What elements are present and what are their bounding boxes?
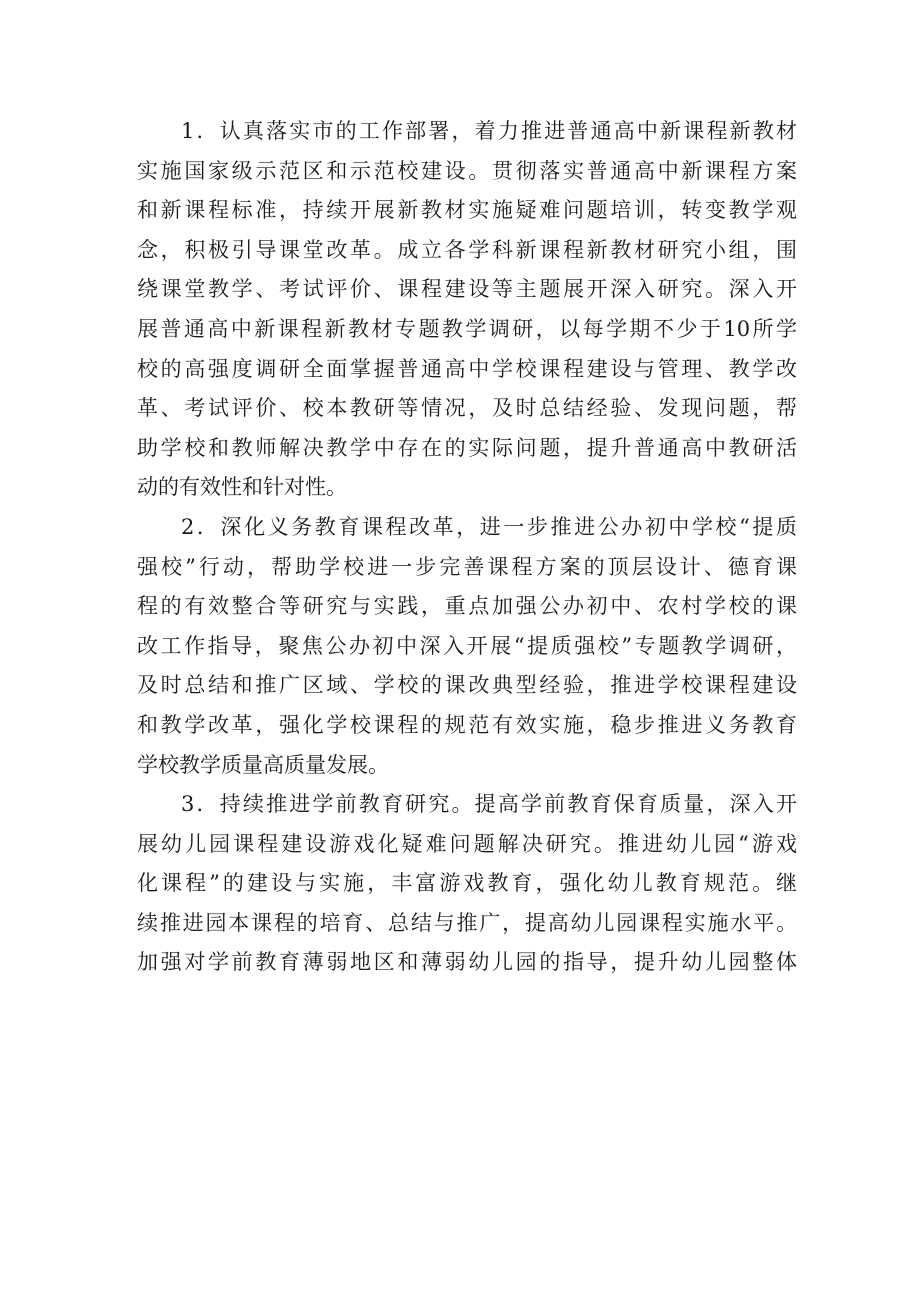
paragraph-2-line-5: 及时总结和推广区域、学校的课改典型经验，推进学校课程建设 [137,673,797,698]
paragraph-2-line-7: 学校教学质量高质量发展。 [137,752,389,777]
paragraph-2-line-2: 强校”行动，帮助学校进一步完善课程方案的顶层设计、德育课 [137,554,797,579]
paragraph-2-line-1: 2．深化义务教育课程改革，进一步推进公办初中学校“提质 [181,514,797,539]
paragraph-3-line-3: 化课程”的建设与实施，丰富游戏教育，强化幼儿教育规范。继 [137,871,797,896]
body-text [137,112,797,983]
paragraph-2-line-6: 和教学改革，强化学校课程的规范有效实施，稳步推进义务教育 [137,712,797,737]
paragraph-1-line-6: 展普通高中新课程新教材专题教学调研，以每学期不少于10所学 [137,316,797,341]
paragraph-2-line-4: 改工作指导，聚焦公办初中深入开展“提质强校”专题教学调研， [137,633,797,658]
paragraph-1-line-10: 动的有效性和针对性。 [137,475,347,500]
paragraph-3-line-1: 3．持续推进学前教育研究。提高学前教育保育质量，深入开 [181,792,797,817]
paragraph-1-line-7: 校的高强度调研全面掌握普通高中学校课程建设与管理、教学改 [137,356,797,381]
paragraph-1-line-4: 念，积极引导课堂改革。成立各学科新课程新教材研究小组，围 [137,237,797,262]
paragraph-1-line-2: 实施国家级示范区和示范校建设。贯彻落实普通高中新课程方案 [137,158,797,183]
paragraph-3-line-5: 加强对学前教育薄弱地区和薄弱幼儿园的指导，提升幼儿园整体 [137,950,797,975]
paragraph-3-line-4: 续推进园本课程的培育、总结与推广，提高幼儿园课程实施水平。 [137,910,797,935]
paragraph-1-line-3: 和新课程标准，持续开展新教材实施疑难问题培训，转变教学观 [137,198,797,223]
paragraph-1-line-5: 绕课堂教学、考试评价、课程建设等主题展开深入研究。深入开 [137,277,797,302]
paragraph-1-line-9: 助学校和教师解决教学中存在的实际问题，提升普通高中教研活 [137,435,797,460]
paragraph-1-line-8: 革、考试评价、校本教研等情况，及时总结经验、发现问题，帮 [137,396,797,421]
paragraph-3-line-2: 展幼儿园课程建设游戏化疑难问题解决研究。推进幼儿园“游戏 [137,831,797,856]
paragraph-1-line-1: 1．认真落实市的工作部署，着力推进普通高中新课程新教材 [181,119,797,143]
paragraph-2-line-3: 程的有效整合等研究与实践，重点加强公办初中、农村学校的课 [137,594,797,619]
